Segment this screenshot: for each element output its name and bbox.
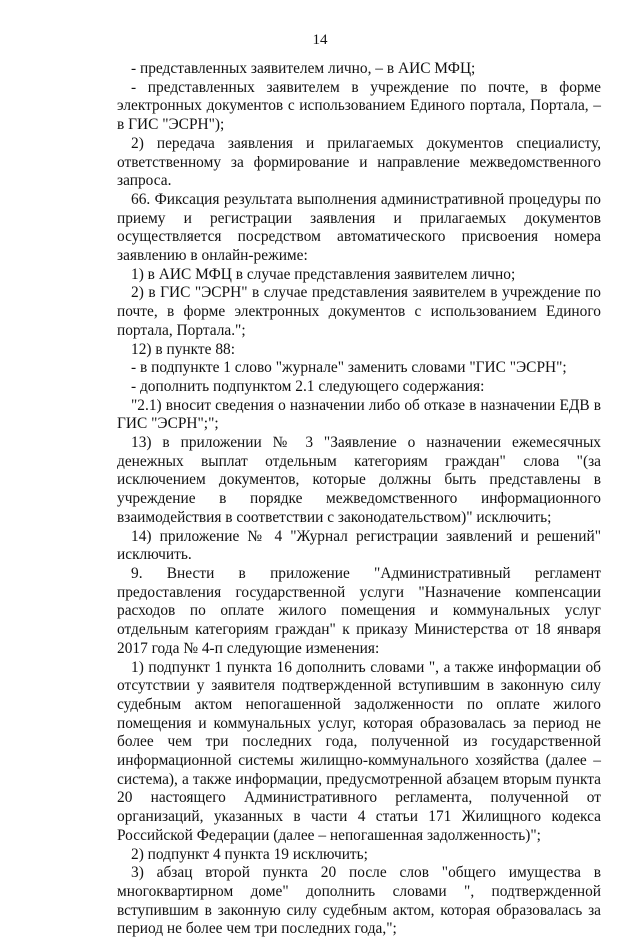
paragraph: 1) подпункт 1 пункта 16 дополнить словами ", а также информации об отсутствии у заявителя подтвержденной вступившим в законную силу судебным актом непогашенной задолженности по оплате жилого помещения и коммунальных услуг, которая образовалась за период не более чем три последних года, полученной из государственной информационной системы жилищно-коммунального хозяйства (далее – система), а также информации, предусмотренной абзацем вторым пункта 20 настоящего Административного регламента, полученной от организаций, указанных в части 4 статьи 171 Жилищного кодекса Российской Федерации (далее – непогашенная задолженность)"; (117, 658, 601, 844)
paragraph: - дополнить подпунктом 2.1 следующего содержания: (131, 377, 485, 395)
document-body (117, 60, 601, 939)
paragraph: 66. Фиксация результата выполнения административной процедуры по приему и регистрации заявления и прилагаемых документов осуществляется посредством автоматического присвоения номера заявлению в онлайн-режиме: (117, 190, 601, 265)
paragraph: 3) абзац второй пункта 20 после слов "общего имущества в многоквартирном доме" дополнить словами ", подтвержденной вступившим в законную силу судебным актом, которая образовалась за период не более чем три последних года,"; (117, 864, 601, 938)
paragraph: - в подпункте 1 слово "журнале" заменить словами "ГИС "ЭСРН"; (131, 359, 567, 377)
page-number: 14 (312, 32, 328, 48)
paragraph: 2) в ГИС "ЭСРН" в случае представления заявителем в учреждение по почте, в форме электронных документов с использованием Единого портала, Портала."; (117, 284, 601, 339)
paragraph: 14) приложение № 4 "Журнал регистрации заявлений и решений" исключить. (117, 527, 601, 564)
paragraph: - представленных заявителем в учреждение по почте, в форме электронных документов с использованием Единого портала, Портала, – в ГИС "ЭСРН"); (117, 78, 601, 134)
paragraph: 9. Внести в приложение "Административный регламент предоставления государственной услуги "Назначение компенсации расходов по оплате жилого помещения и коммунальных услуг отдельным категориям граждан" к приказу Министерства от 18 января 2017 года № 4-п следующие изменения: (117, 564, 601, 657)
paragraph: 1) в АИС МФЦ в случае представления заявителем лично; (131, 265, 516, 283)
paragraph: - представленных заявителем лично, – в АИС МФЦ; (131, 60, 476, 77)
paragraph: 13) в приложении № 3 "Заявление о назначении ежемесячных денежных выплат отдельным категориям граждан" слова "(за исключением документов, которые должны быть представлены в учреждение в порядке межведомственного информационного взаимодействия в соответствии с законодательством)" исключить; (117, 434, 601, 526)
paragraph: 2) передача заявления и прилагаемых документов специалисту, ответственному за формирование и направление межведомственного запроса. (117, 134, 601, 190)
paragraph: "2.1) вносит сведения о назначении либо об отказе в назначении ЕДВ в ГИС "ЭСРН";"; (117, 396, 601, 433)
paragraph: 2) подпункт 4 пункта 19 исключить; (131, 845, 368, 863)
paragraph: 12) в пункте 88: (131, 340, 235, 358)
